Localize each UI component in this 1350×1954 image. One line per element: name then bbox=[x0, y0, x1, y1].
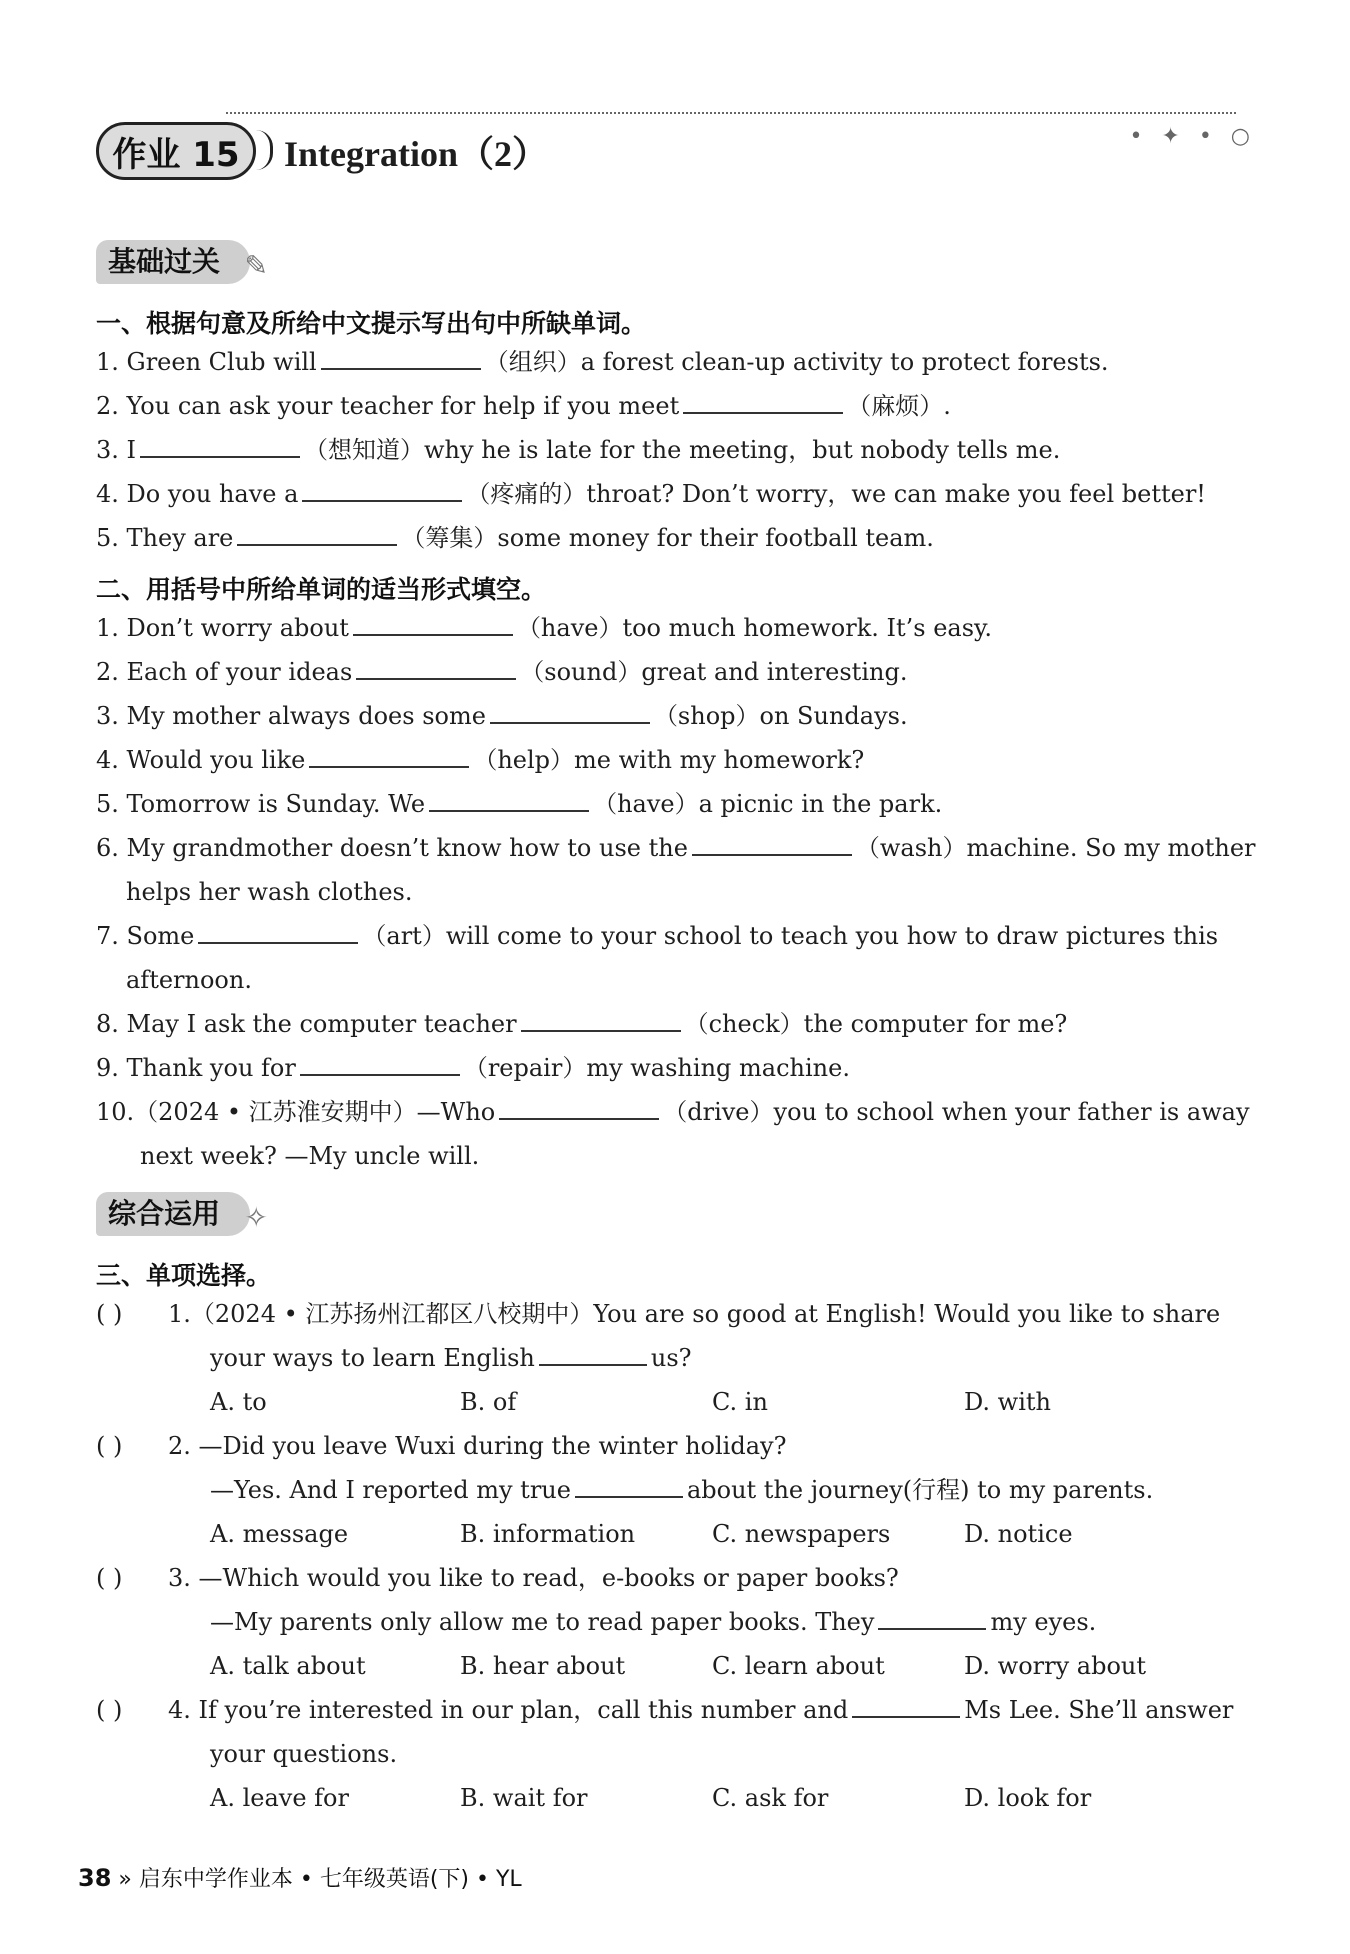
section-tag-label: 综合运用 bbox=[108, 1197, 221, 1230]
page-title: Integration（2） bbox=[284, 134, 548, 174]
mc-4-stem: 4. If you’re interested in our plan，call this number and Ms Lee. She’ll answer bbox=[168, 1696, 1234, 1724]
part2-item-3: 3. My mother always does some （shop）on Sundays. bbox=[96, 702, 908, 730]
mc-3-option-c[interactable]: C. learn about bbox=[712, 1652, 885, 1680]
answer-blank[interactable] bbox=[692, 832, 852, 856]
answer-blank[interactable] bbox=[575, 1474, 683, 1498]
answer-blank[interactable] bbox=[302, 478, 462, 502]
part2-item-8: 8. May I ask the computer teacher （check）the computer for me? bbox=[96, 1010, 1068, 1038]
answer-blank[interactable] bbox=[539, 1342, 647, 1366]
answer-blank[interactable] bbox=[300, 1052, 460, 1076]
answer-blank[interactable] bbox=[140, 434, 300, 458]
mc-4-option-b[interactable]: B. wait for bbox=[460, 1784, 588, 1812]
part3-heading: 三、单项选择。 bbox=[96, 1261, 272, 1290]
answer-blank[interactable] bbox=[499, 1096, 659, 1120]
answer-blank[interactable] bbox=[852, 1694, 960, 1718]
page-number: 38 bbox=[78, 1864, 112, 1892]
book-title: 启东中学作业本 • 七年级英语(下) • YL bbox=[138, 1867, 522, 1892]
part2-item-6: 6. My grandmother doesn’t know how to use the （wash）machine. So my mother bbox=[96, 834, 1256, 862]
sparkle-icon: ✧ bbox=[244, 1201, 269, 1234]
answer-blank[interactable] bbox=[490, 700, 650, 724]
mc-3-option-a[interactable]: A. talk about bbox=[210, 1652, 366, 1680]
section-tag-basic bbox=[96, 240, 269, 284]
part1-item-4: 4. Do you have a （疼痛的）throat? Don’t worry，we can make you feel better! bbox=[96, 480, 1206, 508]
mc-4-option-d[interactable]: D. look for bbox=[964, 1784, 1092, 1812]
part1-item-1: 1. Green Club will （组织）a forest clean-up activity to protect forests. bbox=[96, 348, 1109, 376]
answer-paren[interactable]: ( ) bbox=[96, 1564, 123, 1592]
answer-blank[interactable] bbox=[198, 920, 358, 944]
part2-item-10-cont: next week? —My uncle will. bbox=[140, 1142, 480, 1170]
mc-4-option-c[interactable]: C. ask for bbox=[712, 1784, 829, 1812]
part2-item-5: 5. Tomorrow is Sunday. We （have）a picnic in the park. bbox=[96, 790, 943, 818]
answer-paren[interactable]: ( ) bbox=[96, 1432, 123, 1460]
sparkle-icon: • ✦ • ○ bbox=[1129, 124, 1256, 149]
part1-item-5: 5. They are （筹集）some money for their football team. bbox=[96, 524, 934, 552]
mc-3-option-b[interactable]: B. hear about bbox=[460, 1652, 626, 1680]
mc-1-option-a[interactable]: A. to bbox=[210, 1388, 267, 1416]
answer-blank[interactable] bbox=[356, 656, 516, 680]
answer-blank[interactable] bbox=[321, 346, 481, 370]
assignment-badge: 作业 15 bbox=[96, 122, 256, 180]
mc-2-stem: 2. —Did you leave Wuxi during the winter holiday? bbox=[168, 1432, 787, 1460]
mc-4-line2: your questions. bbox=[210, 1740, 398, 1768]
part1-heading: 一、根据句意及所给中文提示写出句中所缺单词。 bbox=[96, 309, 647, 338]
page-footer bbox=[78, 1862, 522, 1893]
dotted-line bbox=[226, 112, 1236, 118]
mc-4-option-a[interactable]: A. leave for bbox=[210, 1784, 349, 1812]
mc-1-stem: 1.（2024 • 江苏扬州江都区八校期中）You are so good at English! Would you like to share bbox=[168, 1300, 1221, 1328]
mc-3-line2: —My parents only allow me to read paper books. They my eyes. bbox=[210, 1608, 1097, 1636]
mc-3-stem: 3. —Which would you like to read，e-books or paper books? bbox=[168, 1564, 899, 1592]
section-tag-label: 基础过关 bbox=[108, 245, 221, 278]
pencil-icon: ✎ bbox=[244, 249, 269, 282]
part2-item-9: 9. Thank you for （repair）my washing machine. bbox=[96, 1054, 850, 1082]
part1-item-2: 2. You can ask your teacher for help if you meet （麻烦）. bbox=[96, 392, 951, 420]
answer-blank[interactable] bbox=[309, 744, 469, 768]
mc-1-option-c[interactable]: C. in bbox=[712, 1388, 768, 1416]
part2-heading: 二、用括号中所给单词的适当形式填空。 bbox=[96, 575, 547, 604]
answer-paren[interactable]: ( ) bbox=[96, 1696, 123, 1724]
answer-blank[interactable] bbox=[237, 522, 397, 546]
mc-1-line2: your ways to learn English us? bbox=[210, 1344, 692, 1372]
mc-1-option-d[interactable]: D. with bbox=[964, 1388, 1051, 1416]
part2-item-1: 1. Don’t worry about （have）too much homework. It’s easy. bbox=[96, 614, 993, 642]
badge-decoration bbox=[256, 130, 273, 170]
mc-2-option-a[interactable]: A. message bbox=[210, 1520, 349, 1548]
answer-paren[interactable]: ( ) bbox=[96, 1300, 123, 1328]
part2-item-7-cont: afternoon. bbox=[126, 966, 252, 994]
page-header bbox=[96, 112, 1256, 186]
answer-blank[interactable] bbox=[521, 1008, 681, 1032]
part2-item-6-cont: helps her wash clothes. bbox=[126, 878, 413, 906]
part2-item-10: 10.（2024 • 江苏淮安期中）—Who （drive）you to school when your father is away bbox=[96, 1098, 1250, 1126]
answer-blank[interactable] bbox=[878, 1606, 986, 1630]
mc-2-option-d[interactable]: D. notice bbox=[964, 1520, 1073, 1548]
mc-2-line2: —Yes. And I reported my true about the journey(行程) to my parents. bbox=[210, 1476, 1154, 1504]
mc-2-option-c[interactable]: C. newspapers bbox=[712, 1520, 891, 1548]
mc-1-option-b[interactable]: B. of bbox=[460, 1388, 517, 1416]
part2-item-2: 2. Each of your ideas （sound）great and interesting. bbox=[96, 658, 908, 686]
answer-blank[interactable] bbox=[429, 788, 589, 812]
answer-blank[interactable] bbox=[353, 612, 513, 636]
part2-item-7: 7. Some （art）will come to your school to teach you how to draw pictures this bbox=[96, 922, 1219, 950]
part2-item-4: 4. Would you like （help）me with my homework? bbox=[96, 746, 865, 774]
section-tag-comprehensive bbox=[96, 1192, 269, 1236]
part1-item-3: 3. I （想知道）why he is late for the meeting，but nobody tells me. bbox=[96, 436, 1061, 464]
mc-3-option-d[interactable]: D. worry about bbox=[964, 1652, 1146, 1680]
double-arrow-icon: » bbox=[118, 1867, 132, 1892]
answer-blank[interactable] bbox=[683, 390, 843, 414]
mc-2-option-b[interactable]: B. information bbox=[460, 1520, 636, 1548]
